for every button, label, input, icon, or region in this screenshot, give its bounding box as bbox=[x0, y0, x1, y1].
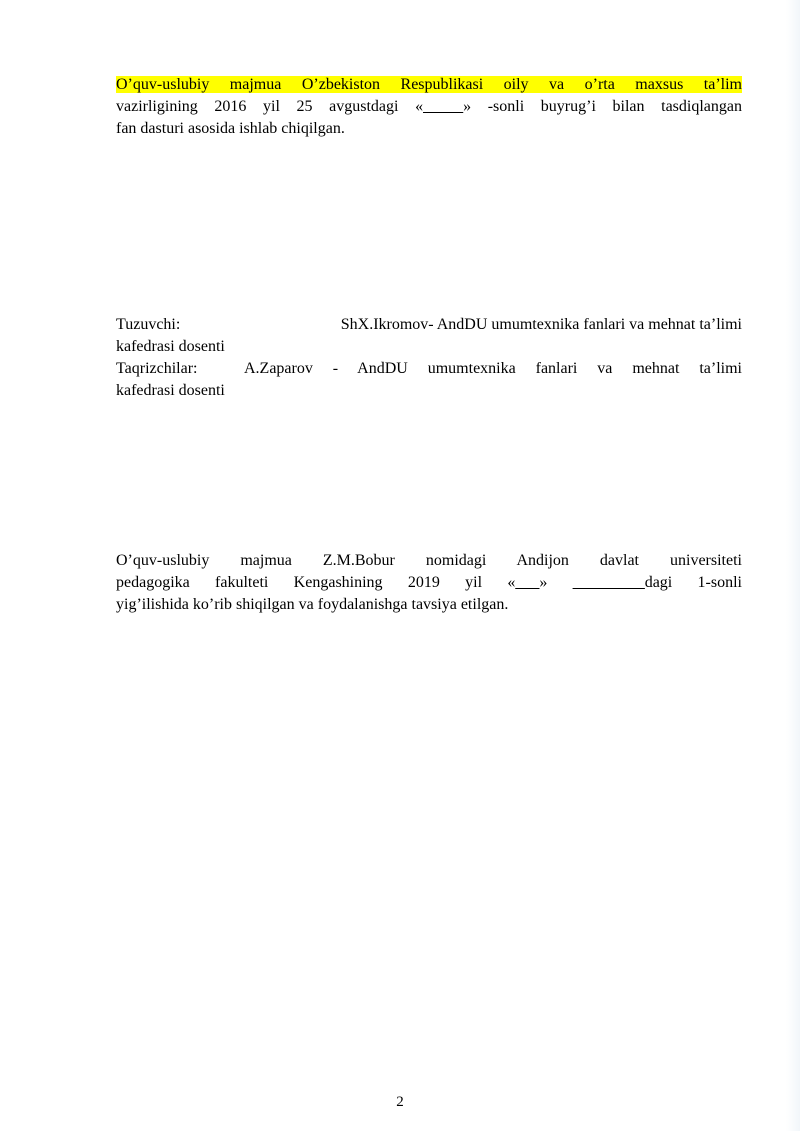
council-line-2-mid: » bbox=[539, 574, 573, 591]
reviewers-text: A.Zaparov - AndDU umumtexnika fanlari va mehnat ta’limi bbox=[244, 360, 742, 377]
approval-paragraph bbox=[116, 74, 742, 140]
page-edge-shadow bbox=[786, 0, 800, 1131]
approval-line-2-post: » -sonli buyrug’i bilan tasdiqlangan bbox=[463, 98, 742, 115]
council-line-2-pre: pedagogika fakulteti Kengashining 2019 yil « bbox=[116, 574, 516, 591]
approval-line-3: fan dasturi asosida ishlab chiqilgan. bbox=[116, 120, 345, 137]
page-number: 2 bbox=[396, 1094, 404, 1110]
month-blank: _________ bbox=[572, 574, 645, 591]
day-blank: ___ bbox=[515, 574, 540, 591]
council-line-3: yig’ilishida ko’rib shiqilgan va foydalanishga tavsiya etilgan. bbox=[116, 596, 509, 613]
approval-line-2-pre: vazirligining 2016 yil 25 avgustdagi « bbox=[116, 98, 424, 115]
council-line-2-post: dagi 1-sonli bbox=[644, 574, 743, 591]
compiler-label: Tuzuvchi: bbox=[116, 316, 181, 333]
compiler-row bbox=[116, 314, 742, 336]
reviewers-continuation: kafedrasi dosenti bbox=[116, 382, 225, 399]
council-line-1: O’quv-uslubiy majmua Z.M.Bobur nomidagi Andijon davlat universiteti bbox=[116, 552, 742, 569]
compiler-text: ShX.Ikromov- AndDU umumtexnika fanlari va mehnat ta’limi bbox=[340, 316, 742, 333]
authors-block bbox=[116, 314, 742, 402]
reviewers-row bbox=[116, 358, 742, 380]
approval-line-1 bbox=[116, 74, 742, 96]
highlighted-text: O’quv-uslubiy majmua O’zbekiston Respublikasi oily va o’rta maxsus ta’lim bbox=[116, 76, 742, 93]
council-line-2 bbox=[116, 572, 742, 594]
council-paragraph bbox=[116, 550, 742, 616]
order-number-blank: _____ bbox=[423, 98, 464, 115]
reviewers-label: Taqrizchilar: bbox=[116, 360, 198, 377]
approval-line-2 bbox=[116, 96, 742, 118]
compiler-continuation: kafedrasi dosenti bbox=[116, 338, 225, 355]
